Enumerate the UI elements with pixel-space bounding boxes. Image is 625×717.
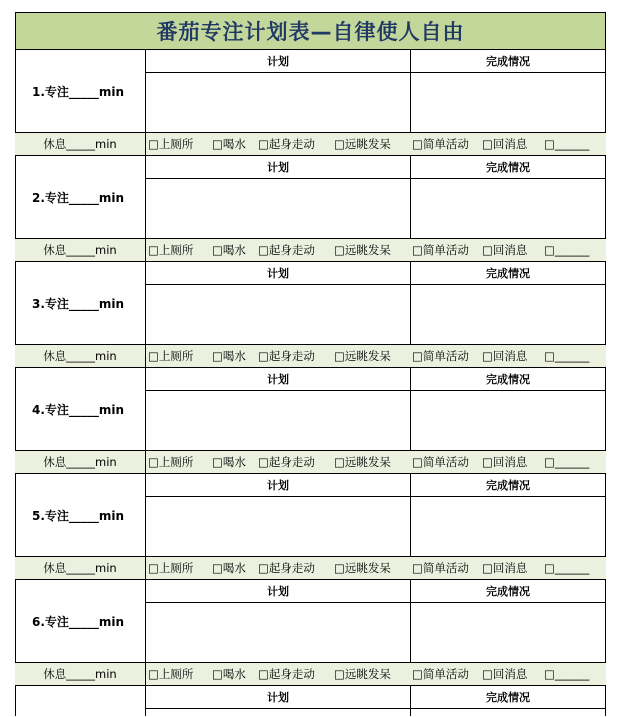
done-header: 完成情况 [410,368,605,391]
done-cell[interactable] [410,179,605,238]
rest-option-checkbox[interactable]: □起身走动 [258,667,315,681]
rest-option-checkbox[interactable]: □______ [544,137,590,151]
rest-options [145,345,606,367]
focus-label: 2.专注_____min [32,190,125,205]
focus-block [15,262,606,368]
rest-option-checkbox[interactable]: □喝水 [212,455,246,469]
rest-option-checkbox[interactable]: □远眺发呆 [334,137,391,151]
rest-option-checkbox[interactable]: □简单活动 [412,137,469,151]
rest-label: 休息_____min [43,455,117,469]
focus-blocks [15,50,606,686]
rest-option-checkbox[interactable]: □上厕所 [148,243,194,257]
rest-option-checkbox[interactable]: □上厕所 [148,137,194,151]
plan-header: 计划 [145,50,410,73]
partial-block [15,686,606,716]
rest-option-checkbox[interactable]: □远眺发呆 [334,455,391,469]
rest-label: 休息_____min [43,667,117,681]
focus-block [15,474,606,580]
rest-option-checkbox[interactable]: □起身走动 [258,455,315,469]
rest-option-checkbox[interactable]: □回消息 [482,667,528,681]
rest-option-checkbox[interactable]: □喝水 [212,137,246,151]
focus-label: 5.专注_____min [32,508,125,523]
rest-options [145,557,606,579]
rest-label: 休息_____min [43,137,117,151]
plan-header: 计划 [145,474,410,497]
plan-header: 计划 [145,686,410,709]
rest-option-checkbox[interactable]: □上厕所 [148,455,194,469]
focus-label: 1.专注_____min [32,84,125,99]
rest-option-checkbox[interactable]: □上厕所 [148,667,194,681]
rest-option-checkbox[interactable]: □喝水 [212,349,246,363]
done-cell[interactable] [410,285,605,344]
rest-option-checkbox[interactable]: □回消息 [482,561,528,575]
rest-option-checkbox[interactable]: □简单活动 [412,455,469,469]
plan-cell[interactable] [145,603,410,662]
done-cell[interactable] [410,497,605,556]
rest-row [15,662,606,686]
rest-option-checkbox[interactable]: □起身走动 [258,561,315,575]
rest-option-checkbox[interactable]: □______ [544,667,590,681]
rest-option-checkbox[interactable]: □起身走动 [258,349,315,363]
plan-header: 计划 [145,156,410,179]
rest-options [145,663,606,685]
rest-option-checkbox[interactable]: □______ [544,561,590,575]
rest-row [15,450,606,474]
rest-option-checkbox[interactable]: □喝水 [212,561,246,575]
plan-cell[interactable] [145,391,410,450]
focus-label: 6.专注_____min [32,614,125,629]
rest-option-checkbox[interactable]: □______ [544,349,590,363]
rest-option-checkbox[interactable]: □远眺发呆 [334,561,391,575]
rest-option-checkbox[interactable]: □______ [544,243,590,257]
rest-option-checkbox[interactable]: □简单活动 [412,667,469,681]
plan-cell[interactable] [145,497,410,556]
focus-block [15,368,606,474]
focus-block [15,50,606,156]
rest-options [145,239,606,261]
done-header: 完成情况 [410,262,605,285]
rest-option-checkbox[interactable]: □回消息 [482,243,528,257]
rest-row [15,132,606,156]
done-cell[interactable] [410,603,605,662]
rest-option-checkbox[interactable]: □喝水 [212,243,246,257]
plan-cell[interactable] [145,709,410,716]
rest-option-checkbox[interactable]: □回消息 [482,349,528,363]
done-cell[interactable] [410,709,605,716]
rest-option-checkbox[interactable]: □回消息 [482,137,528,151]
rest-option-checkbox[interactable]: □简单活动 [412,243,469,257]
rest-options [145,451,606,473]
plan-cell[interactable] [145,285,410,344]
done-header: 完成情况 [410,50,605,73]
rest-row [15,238,606,262]
plan-header: 计划 [145,368,410,391]
rest-label: 休息_____min [43,243,117,257]
rest-option-checkbox[interactable]: □远眺发呆 [334,349,391,363]
rest-option-checkbox[interactable]: □起身走动 [258,243,315,257]
pomodoro-sheet [15,12,606,716]
rest-option-checkbox[interactable]: □上厕所 [148,561,194,575]
rest-option-checkbox[interactable]: □简单活动 [412,349,469,363]
sheet-title: 番茄专注计划表—自律使人自由 [15,12,606,50]
rest-option-checkbox[interactable]: □喝水 [212,667,246,681]
rest-option-checkbox[interactable]: □起身走动 [258,137,315,151]
rest-row [15,556,606,580]
plan-cell[interactable] [145,73,410,132]
focus-label: 4.专注_____min [32,402,125,417]
focus-block [15,580,606,686]
rest-option-checkbox[interactable]: □上厕所 [148,349,194,363]
rest-option-checkbox[interactable]: □简单活动 [412,561,469,575]
plan-header: 计划 [145,262,410,285]
done-cell[interactable] [410,73,605,132]
plan-cell[interactable] [145,179,410,238]
rest-label: 休息_____min [43,561,117,575]
plan-header: 计划 [145,580,410,603]
focus-label: 3.专注_____min [32,296,125,311]
rest-option-checkbox[interactable]: □______ [544,455,590,469]
rest-option-checkbox[interactable]: □远眺发呆 [334,667,391,681]
rest-option-checkbox[interactable]: □回消息 [482,455,528,469]
done-header: 完成情况 [410,156,605,179]
rest-label: 休息_____min [43,349,117,363]
rest-option-checkbox[interactable]: □远眺发呆 [334,243,391,257]
rest-row [15,344,606,368]
rest-options [145,133,606,155]
focus-block [15,156,606,262]
done-cell[interactable] [410,391,605,450]
done-header: 完成情况 [410,474,605,497]
done-header: 完成情况 [410,686,605,709]
done-header: 完成情况 [410,580,605,603]
